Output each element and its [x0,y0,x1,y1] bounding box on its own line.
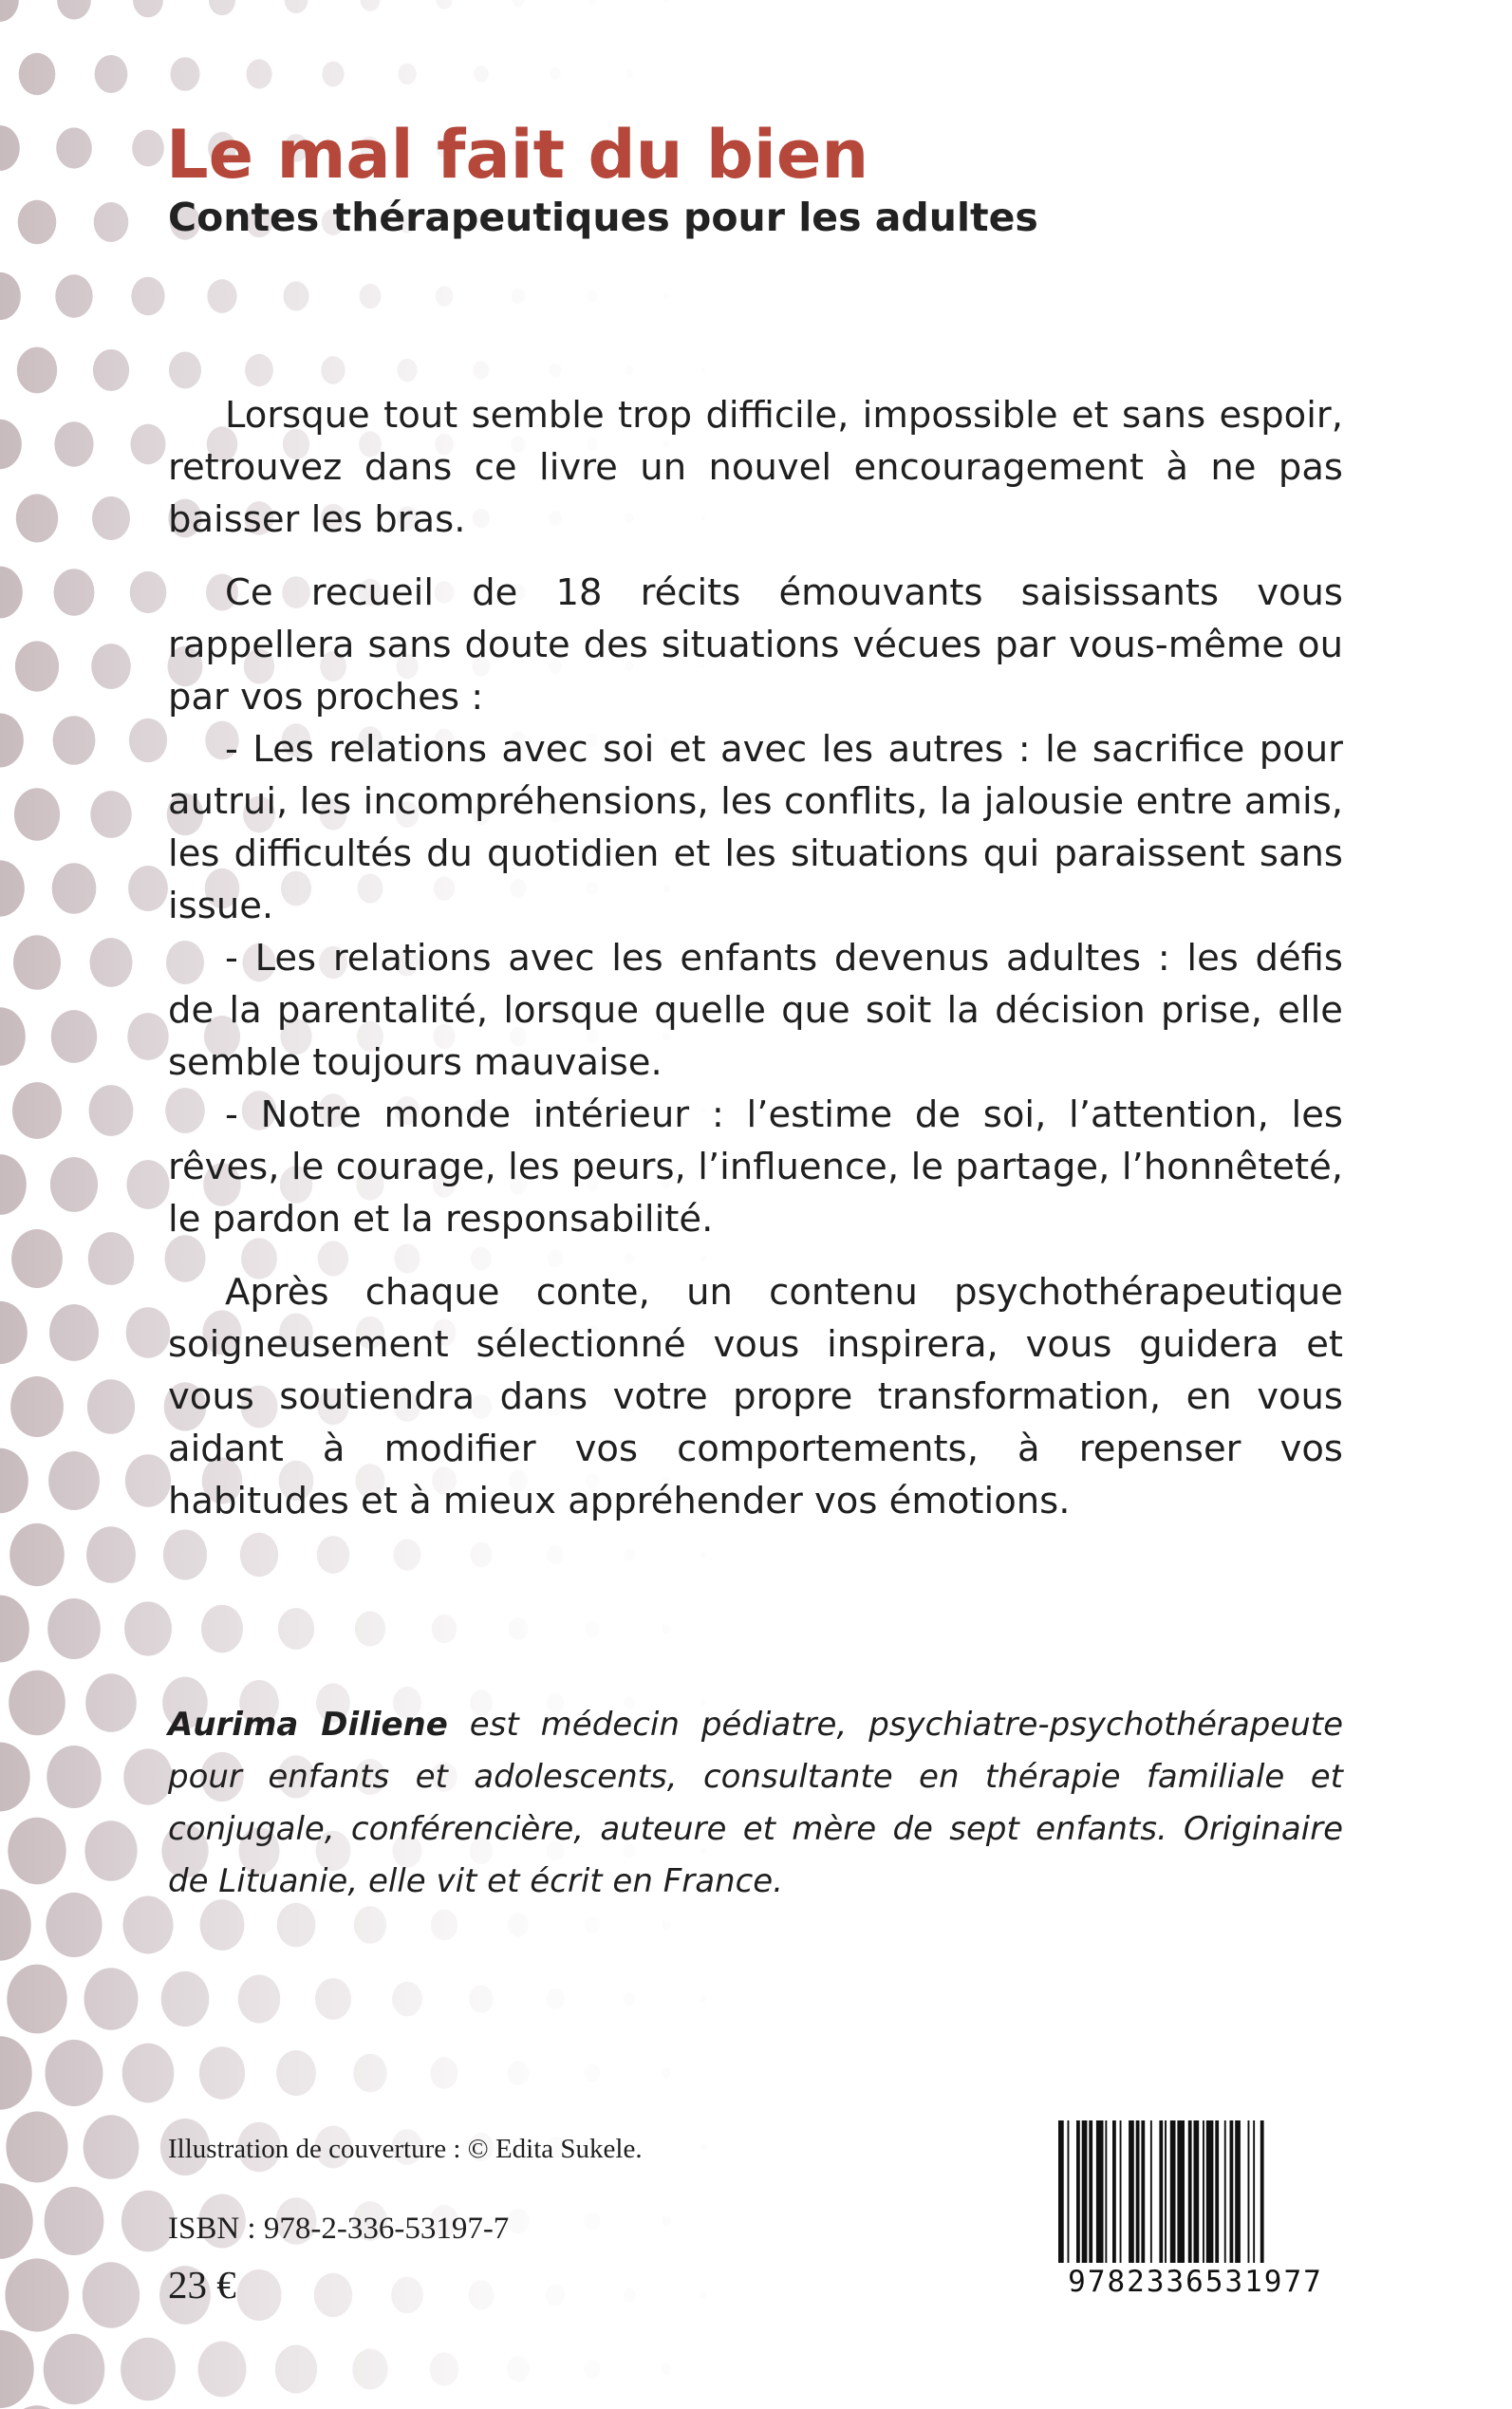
illustration-credit: Illustration de couverture : © Edita Sukele. [168,2134,643,2164]
barcode-bar [1165,2120,1167,2263]
barcode-bars [1058,2120,1333,2263]
barcode-bar [1230,2120,1234,2263]
barcode-digits: 9782336531977 [1068,2265,1323,2299]
book-title: Le mal fait du bien [166,116,869,194]
barcode-bar [1188,2120,1192,2263]
barcode-bar [1105,2120,1107,2263]
barcode [1052,2119,1339,2301]
barcode-bar [1068,2120,1070,2263]
barcode-bar [1260,2120,1264,2263]
isbn: ISBN : 978-2-336-53197-7 [168,2212,510,2246]
barcode-bar [1177,2120,1185,2263]
barcode-bar [1089,2120,1092,2263]
barcode-bar [1203,2120,1204,2263]
barcode-bar [1248,2120,1250,2263]
blurb-paragraph: Lorsque tout semble trop difficile, impossible et sans espoir, retrouvez dans ce livre un nouvel encouragement à ne pas baisser les bras. [168,394,1343,541]
author-bio-text: est médecin pédiatre, psychiatre-psychothérapeute pour enfants et adolescents, consultante en thérapie familiale et conjugale, conférencière, auteure et mère de sept enfants. Originaire de Lituanie, elle vit et écrit en France. [168,1706,1343,1900]
barcode-bar [1215,2120,1219,2263]
barcode-bar [1194,2120,1200,2263]
author-name: Aurima Diliene [168,1706,448,1744]
barcode-bar [1096,2120,1104,2263]
barcode-bar [1136,2120,1140,2263]
price: 23 € [168,2263,236,2306]
blurb [168,389,1343,1527]
barcode-bar [1253,2120,1255,2263]
barcode-bar [1159,2120,1163,2263]
blurb-list-item: - Les relations avec les enfants devenus adultes : les défis de la parentalité, lorsque quelle que soit la décision prise, elle semble toujours mauvaise. [168,937,1343,1084]
barcode-bar [1120,2120,1122,2263]
book-subtitle: Contes thérapeutiques pour les adultes [168,195,1038,240]
barcode-bar [1058,2120,1064,2263]
author-bio [168,1699,1343,1908]
barcode-bar [1224,2120,1226,2263]
blurb-paragraph: Après chaque conte, un contenu psychothérapeutique soigneusement sélectionné vous inspirera, vous guidera et vous soutiendra dans votre propre transformation, en vous aidant à modifier vos comportements, à repenser vos habitudes et à mieux appréhender vos émotions. [168,1271,1343,1522]
barcode-bar [1076,2120,1080,2263]
blurb-list-item: - Notre monde intérieur : l’estime de soi, l’attention, les rêves, le courage, les peurs, l’influence, le partage, l’honnêteté, le pardon et la responsabilité. [168,1093,1343,1241]
barcode-bar [1170,2120,1176,2263]
barcode-bar [1112,2120,1116,2263]
barcode-bar [1082,2120,1088,2263]
barcode-bar [1129,2120,1134,2263]
barcode-bar [1141,2120,1145,2263]
barcode-bar [1206,2120,1214,2263]
barcode-bar [1235,2120,1241,2263]
blurb-paragraph: Ce recueil de 18 récits émouvants saisissants vous rappellera sans doute des situations vécues par vous-même ou par vos proches : [168,571,1343,719]
blurb-list-item: - Les relations avec soi et avec les autres : le sacrifice pour autrui, les incompréhensions, les conflits, la jalousie entre amis, les difficultés du quotidien et les situations qui paraissent sans issue. [168,728,1343,927]
barcode-bar [1150,2120,1152,2263]
